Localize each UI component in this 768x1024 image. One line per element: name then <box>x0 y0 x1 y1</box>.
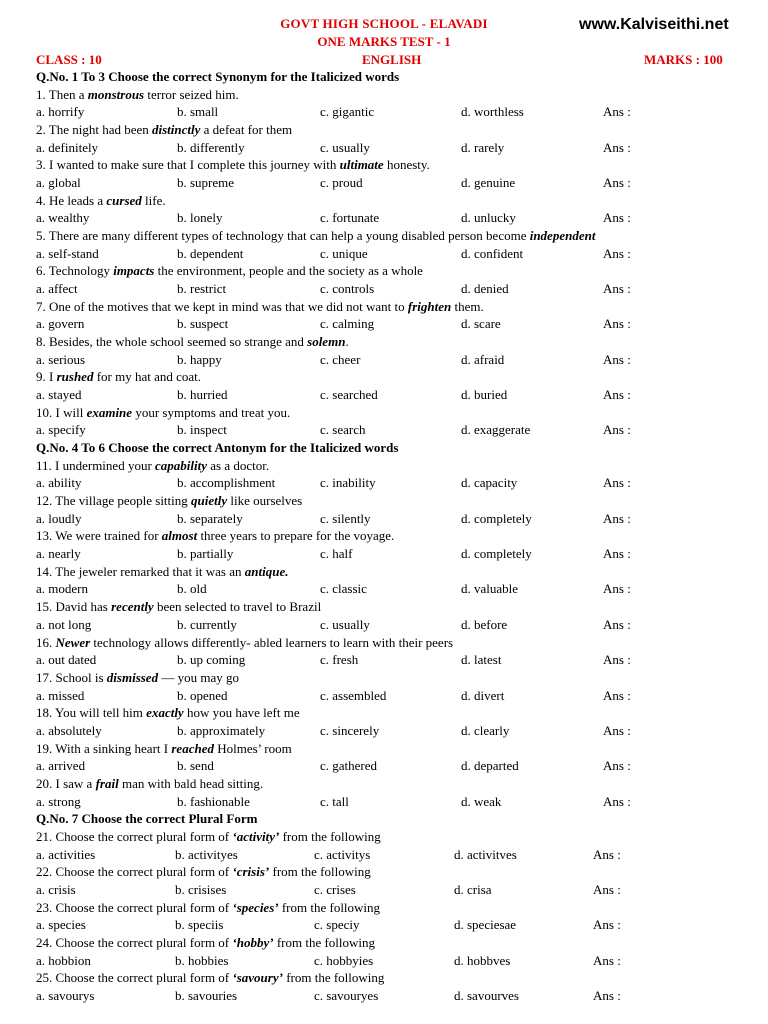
option-b: b. restrict <box>177 281 227 297</box>
question-suffix: three years to prepare for the voyage. <box>197 528 395 544</box>
question-prefix: 20. I saw a <box>36 775 96 791</box>
option-c: c. classic <box>320 581 367 597</box>
option-b: b. accomplishment <box>177 475 276 491</box>
option-a: a. species <box>36 917 86 933</box>
italicized-word: ultimate <box>339 157 384 173</box>
option-b: b. crisises <box>175 881 227 897</box>
option-d: d. before <box>461 616 508 632</box>
italicized-word: ‘species’ <box>232 899 279 915</box>
answer-label: Ans : <box>603 387 631 403</box>
option-d: d. unlucky <box>461 210 516 226</box>
option-c: c. proud <box>320 175 363 191</box>
option-c: c. hobbyies <box>314 952 374 968</box>
option-d: d. activitves <box>454 846 517 862</box>
answer-label: Ans : <box>603 281 631 297</box>
answer-label: Ans : <box>603 581 631 597</box>
question-suffix: from the following <box>279 828 381 844</box>
question-text <box>36 192 756 210</box>
question-prefix: 3. I wanted to make sure that I complete this journey with <box>36 157 340 173</box>
question-text <box>36 86 756 104</box>
answer-label: Ans : <box>603 316 631 332</box>
answer-label: Ans : <box>603 104 631 120</box>
question-suffix: from the following <box>269 864 371 880</box>
option-c: c. crises <box>314 881 356 897</box>
option-a: a. crisis <box>36 881 76 897</box>
question-prefix: 16. <box>36 634 56 650</box>
question-prefix: 23. Choose the correct plural form of <box>36 899 233 915</box>
italicized-word: recently <box>111 599 154 615</box>
options-row <box>36 881 756 899</box>
option-c: c. inability <box>320 475 376 491</box>
option-d: d. rarely <box>461 139 505 155</box>
question-prefix: 24. Choose the correct plural form of <box>36 934 233 950</box>
question-suffix: Holmes’ room <box>213 740 292 756</box>
italicized-word: dismissed <box>106 669 159 685</box>
options-row <box>36 421 756 439</box>
question-suffix: man with bald head sitting. <box>118 775 264 791</box>
option-a: a. global <box>36 175 81 191</box>
question-text <box>36 527 756 545</box>
option-b: b. small <box>177 104 219 120</box>
option-b: b. fashionable <box>177 793 250 809</box>
question-prefix: 2. The night had been <box>36 122 153 138</box>
answer-label: Ans : <box>603 616 631 632</box>
options-row <box>36 952 756 970</box>
section-heading: Q.No. 7 Choose the correct Plural Form <box>36 811 258 827</box>
options-row <box>36 139 756 157</box>
option-c: c. calming <box>320 316 375 332</box>
answer-label: Ans : <box>603 175 631 191</box>
options-row <box>36 793 756 811</box>
question-suffix: how you have left me <box>183 705 300 721</box>
question-suffix: them. <box>451 298 484 314</box>
option-c: c. activitys <box>314 846 371 862</box>
option-b: b. lonely <box>177 210 223 226</box>
answer-label: Ans : <box>593 881 621 897</box>
question-prefix: 7. One of the motives that we kept in mind was that we did not want to <box>36 298 408 314</box>
option-d: d. buried <box>461 387 508 403</box>
question-text <box>36 457 756 475</box>
question-suffix: as a doctor. <box>207 457 270 473</box>
option-c: c. search <box>320 422 366 438</box>
option-d: d. denied <box>461 281 509 297</box>
option-b: b. up coming <box>177 652 246 668</box>
option-a: a. not long <box>36 616 92 632</box>
options-row <box>36 987 756 1005</box>
question-prefix: 18. You will tell him <box>36 705 147 721</box>
question-prefix: 14. The jeweler remarked that it was an <box>36 563 245 579</box>
option-b: b. supreme <box>177 175 235 191</box>
question-suffix: life. <box>141 192 166 208</box>
option-a: a. specify <box>36 422 86 438</box>
question-suffix: like ourselves <box>227 493 303 509</box>
question-suffix: . <box>345 334 349 350</box>
question-text <box>36 740 756 758</box>
answer-label: Ans : <box>603 687 631 703</box>
option-b: b. differently <box>177 139 245 155</box>
subject-label: ENGLISH <box>362 52 422 67</box>
options-row <box>36 846 756 864</box>
question-suffix: honesty. <box>383 157 430 173</box>
answer-label: Ans : <box>603 139 631 155</box>
question-text <box>36 934 756 952</box>
question-text <box>36 828 756 846</box>
option-a: a. stayed <box>36 387 82 403</box>
question-suffix: your symptoms and treat you. <box>132 404 291 420</box>
question-text <box>36 368 756 386</box>
answer-label: Ans : <box>593 952 621 968</box>
question-text <box>36 492 756 510</box>
question-suffix: — you may go <box>158 669 239 685</box>
options-row <box>36 757 756 775</box>
option-a: a. ability <box>36 475 82 491</box>
option-b: b. savouries <box>175 987 238 1003</box>
option-b: b. hobbies <box>175 952 229 968</box>
italicized-word: exactly <box>146 705 184 721</box>
italicized-word: ‘crisis’ <box>232 864 270 880</box>
option-b: b. activityes <box>175 846 238 862</box>
option-c: c. speciy <box>314 917 360 933</box>
option-c: c. gigantic <box>320 104 375 120</box>
options-row <box>36 209 756 227</box>
question-suffix: the environment, people and the society as a whole <box>154 263 423 279</box>
option-a: a. definitely <box>36 139 99 155</box>
option-a: a. strong <box>36 793 81 809</box>
question-prefix: 12. The village people sitting <box>36 493 192 509</box>
option-a: a. horrify <box>36 104 85 120</box>
italicized-word: ‘activity’ <box>232 828 280 844</box>
question-text <box>36 634 756 652</box>
question-prefix: 4. He leads a <box>36 192 107 208</box>
option-c: c. tall <box>320 793 349 809</box>
options-row <box>36 280 756 298</box>
answer-label: Ans : <box>603 793 631 809</box>
option-c: c. fortunate <box>320 210 380 226</box>
question-suffix: technology allows differently- abled learners to learn with their peers <box>90 634 454 650</box>
question-prefix: 10. I will <box>36 404 87 420</box>
option-a: a. absolutely <box>36 722 102 738</box>
option-c: c. usually <box>320 616 370 632</box>
option-b: b. suspect <box>177 316 229 332</box>
option-c: c. usually <box>320 139 370 155</box>
options-row <box>36 580 756 598</box>
options-row <box>36 651 756 669</box>
italicized-word: almost <box>161 528 198 544</box>
question-text <box>36 563 756 581</box>
italicized-word: Newer <box>55 634 91 650</box>
option-d: d. completely <box>461 546 532 562</box>
option-a: a. serious <box>36 351 86 367</box>
option-b: b. partially <box>177 546 234 562</box>
option-a: a. modern <box>36 581 88 597</box>
question-text <box>36 775 756 793</box>
option-a: a. affect <box>36 281 78 297</box>
option-d: d. scare <box>461 316 501 332</box>
italicized-word: quietly <box>191 493 228 509</box>
answer-label: Ans : <box>603 652 631 668</box>
question-prefix: 6. Technology <box>36 263 114 279</box>
question-text <box>36 333 756 351</box>
answer-label: Ans : <box>593 917 621 933</box>
marks-label: MARKS : 100 <box>644 52 723 67</box>
answer-label: Ans : <box>603 722 631 738</box>
option-a: a. missed <box>36 687 85 703</box>
question-suffix: for my hat and coat. <box>93 369 202 385</box>
option-b: b. opened <box>177 687 228 703</box>
question-prefix: 1. Then a <box>36 86 88 102</box>
options-row <box>36 687 756 705</box>
option-b: b. separately <box>177 510 243 526</box>
question-prefix: 17. School is <box>36 669 107 685</box>
answer-label: Ans : <box>603 475 631 491</box>
options-row <box>36 474 756 492</box>
italicized-word: examine <box>86 404 133 420</box>
italicized-word: rushed <box>56 369 94 385</box>
option-b: b. inspect <box>177 422 227 438</box>
options-row <box>36 245 756 263</box>
site-url[interactable]: www.Kalviseithi.net <box>579 16 729 33</box>
option-a: a. hobbion <box>36 952 91 968</box>
answer-label: Ans : <box>603 210 631 226</box>
question-suffix: a defeat for them <box>200 122 293 138</box>
option-b: b. hurried <box>177 387 228 403</box>
answer-label: Ans : <box>603 546 631 562</box>
options-row <box>36 174 756 192</box>
options-row <box>36 510 756 528</box>
question-suffix: from the following <box>282 970 385 986</box>
italicized-word: distinctly <box>152 122 201 138</box>
options-row <box>36 103 756 121</box>
question-prefix: 5. There are many different types of technology that can help a young disabled person become <box>36 228 530 244</box>
section-heading: Q.No. 1 To 3 Choose the correct Synonym for the Italicized words <box>36 69 400 84</box>
italicized-word: independent <box>529 228 596 244</box>
question-text <box>36 404 756 422</box>
options-row <box>36 386 756 404</box>
question-text <box>36 704 756 722</box>
question-suffix: from the following <box>278 899 381 915</box>
question-text <box>36 227 756 245</box>
question-prefix: 8. Besides, the whole school seemed so strange and <box>36 334 308 350</box>
italicized-word: frighten <box>407 298 452 314</box>
italicized-word: antique. <box>244 563 289 579</box>
option-d: d. genuine <box>461 175 516 191</box>
option-d: d. exaggerate <box>461 422 531 438</box>
answer-label: Ans : <box>603 422 631 438</box>
option-c: c. controls <box>320 281 375 297</box>
italicized-word: impacts <box>113 263 155 279</box>
option-d: d. savourves <box>454 987 519 1003</box>
question-prefix: 21. Choose the correct plural form of <box>36 828 233 844</box>
class-label: CLASS : 10 <box>36 52 102 67</box>
italicized-word: ‘hobby’ <box>232 934 274 950</box>
option-d: d. divert <box>461 687 505 703</box>
question-text <box>36 156 756 174</box>
option-a: a. savourys <box>36 987 95 1003</box>
option-a: a. nearly <box>36 546 81 562</box>
option-d: d. latest <box>461 652 502 668</box>
italicized-word: capability <box>155 457 208 473</box>
question-prefix: 13. We were trained for <box>36 528 162 544</box>
question-prefix: 19. With a sinking heart I <box>36 740 172 756</box>
options-row <box>36 351 756 369</box>
question-suffix: from the following <box>273 934 376 950</box>
question-text <box>36 262 756 280</box>
option-c: c. assembled <box>320 687 387 703</box>
option-d: d. worthless <box>461 104 524 120</box>
option-d: d. crisa <box>454 881 492 897</box>
option-d: d. departed <box>461 758 519 774</box>
question-prefix: 15. David has <box>36 599 112 615</box>
italicized-word: frail <box>95 775 119 791</box>
option-a: a. wealthy <box>36 210 90 226</box>
answer-label: Ans : <box>593 987 621 1003</box>
question-text <box>36 863 756 881</box>
option-c: c. searched <box>320 387 378 403</box>
italicized-word: monstrous <box>87 86 145 102</box>
option-c: c. unique <box>320 245 368 261</box>
italicized-word: reached <box>171 740 214 756</box>
options-row <box>36 315 756 333</box>
question-prefix: 11. I undermined your <box>36 457 156 473</box>
question-prefix: 25. Choose the correct plural form of <box>36 970 233 986</box>
option-a: a. self-stand <box>36 245 99 261</box>
italicized-word: ‘savoury’ <box>232 970 283 986</box>
option-d: d. completely <box>461 510 532 526</box>
section-heading: Q.No. 4 To 6 Choose the correct Antonym for the Italicized words <box>36 440 399 456</box>
answer-label: Ans : <box>603 510 631 526</box>
option-b: b. speciis <box>175 917 224 933</box>
option-b: b. happy <box>177 351 222 367</box>
answer-label: Ans : <box>603 245 631 261</box>
options-row <box>36 616 756 634</box>
option-b: b. approximately <box>177 722 266 738</box>
question-text <box>36 298 756 316</box>
options-row <box>36 916 756 934</box>
option-b: b. send <box>177 758 214 774</box>
option-c: c. half <box>320 546 353 562</box>
option-c: c. cheer <box>320 351 361 367</box>
question-prefix: 9. I <box>36 369 57 385</box>
option-a: a. govern <box>36 316 85 332</box>
options-row <box>36 545 756 563</box>
option-d: d. weak <box>461 793 502 809</box>
option-a: a. out dated <box>36 652 97 668</box>
option-b: b. dependent <box>177 245 244 261</box>
question-prefix: 22. Choose the correct plural form of <box>36 864 233 880</box>
option-b: b. currently <box>177 616 237 632</box>
question-text <box>36 899 756 917</box>
italicized-word: cursed <box>106 192 142 208</box>
test-title: ONE MARKS TEST - 1 <box>317 34 451 49</box>
option-d: d. speciesae <box>454 917 517 933</box>
option-c: c. savouryes <box>314 987 379 1003</box>
question-text <box>36 969 756 987</box>
answer-label: Ans : <box>603 758 631 774</box>
option-d: d. capacity <box>461 475 518 491</box>
option-d: d. confident <box>461 245 524 261</box>
options-row <box>36 722 756 740</box>
option-a: a. activities <box>36 846 96 862</box>
question-suffix: been selected to travel to Brazil <box>153 599 322 615</box>
option-a: a. arrived <box>36 758 86 774</box>
answer-label: Ans : <box>593 846 621 862</box>
question-text <box>36 598 756 616</box>
option-a: a. loudly <box>36 510 82 526</box>
question-suffix: terror seized him. <box>144 86 239 102</box>
option-d: d. clearly <box>461 722 510 738</box>
question-text <box>36 121 756 139</box>
italicized-word: solemn <box>307 334 346 350</box>
option-c: c. sincerely <box>320 722 380 738</box>
question-list <box>36 68 756 1005</box>
answer-label: Ans : <box>603 351 631 367</box>
option-b: b. old <box>177 581 207 597</box>
option-d: d. hobbves <box>454 952 511 968</box>
option-c: c. gathered <box>320 758 378 774</box>
option-d: d. afraid <box>461 351 505 367</box>
option-c: c. fresh <box>320 652 359 668</box>
school-name: GOVT HIGH SCHOOL - ELAVADI <box>280 16 488 31</box>
option-d: d. valuable <box>461 581 519 597</box>
question-text <box>36 669 756 687</box>
option-c: c. silently <box>320 510 371 526</box>
